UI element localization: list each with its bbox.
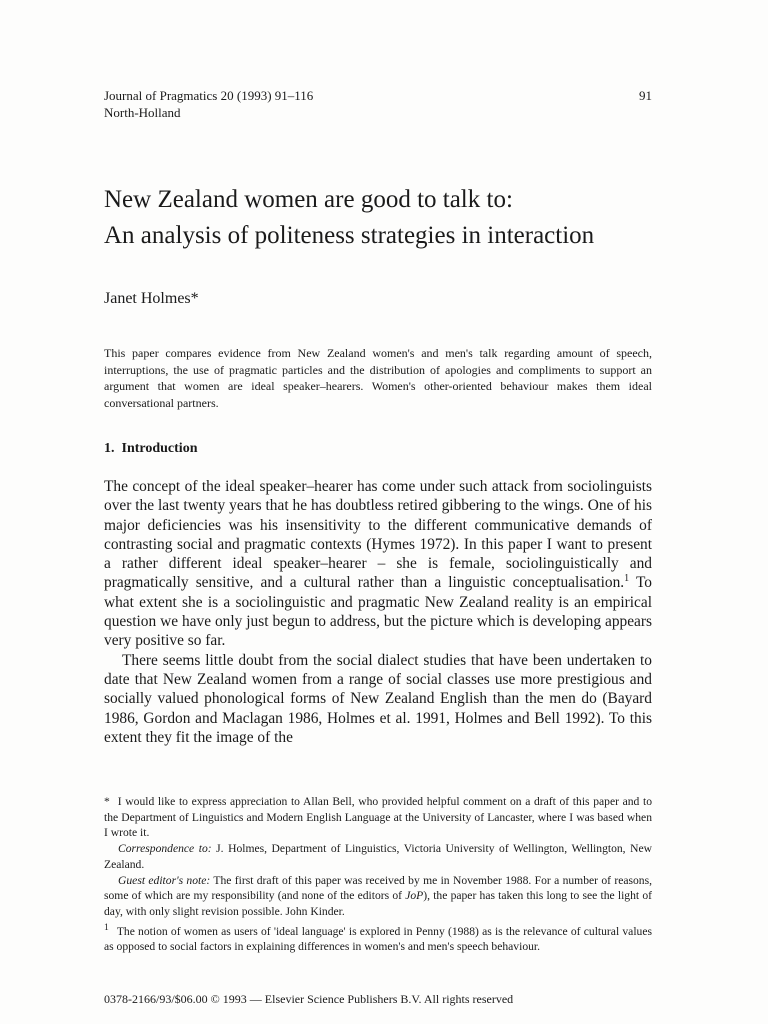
footnote-1-text: The notion of women as users of 'ideal language' is explored in Penny (1988) as is the relevance of cultural values as opposed to social factors in explaining differences in women's and men's speech behaviour.: [104, 924, 652, 954]
footnote-star-text: I would like to express appreciation to Allan Bell, who provided helpful comment on a draft of this paper and to the Department of Linguistics and Modern English Language at the University of Lancaster, where I was based when I wrote it.: [104, 795, 652, 840]
page-number: 91: [639, 88, 652, 103]
paragraph-1-text-b: To what extent she is a sociolinguistic and pragmatic New Zealand reality is an empirical question we have only just begun to address, but the picture which is developing appears very positive so far.: [104, 574, 652, 650]
section-number: 1.: [104, 441, 115, 456]
author-name: Janet Holmes*: [104, 290, 199, 307]
running-header: [104, 87, 313, 121]
abstract: This paper compares evidence from New Zealand women's and men's talk regarding amount of speech, interruptions, the use of pragmatic particles and the distribution of apologies and compliments to support an argument that women are ideal speaker–hearers. Women's other-oriented behaviour makes them ideal conversational partners.: [104, 346, 652, 410]
correspondence-text: J. Holmes, Department of Linguistics, Victoria University of Wellington, Wellington, New Zealand.: [104, 842, 652, 871]
correspondence-label: Correspondence to:: [118, 842, 212, 856]
paragraph-2: There seems little doubt from the social dialect studies that have been undertaken to date that New Zealand women from a range of social classes use more prestigious and socially valued phonological forms of New Zealand English than the men do (Bayard 1986, Gordon and Maclagan 1986, Holmes et al. 1991, Holmes and Bell 1992). To this extent they fit the image of the: [104, 651, 652, 746]
footnotes: [104, 794, 652, 955]
publisher-name: North-Holland: [104, 105, 181, 120]
footnote-guest-editor: [104, 873, 652, 920]
paragraph-1-text-a: The concept of the ideal speaker–hearer has come under such attack from sociolinguists over the last twenty years that he has doubtless retired gibbering to the wings. One of his major deficiencies was his insensitivity to the different communicative demands of contrasting social and pragmatic contexts (Hymes 1972). In this paper I want to present a rather different ideal speaker–hearer – she is female, sociolinguistically and pragmatically sensitive, and a cultural rather than a linguistic conceptualisation.: [104, 478, 652, 592]
footnote-acknowledgement: [104, 794, 652, 841]
guest-editor-journal: JoP: [405, 889, 424, 903]
footnote-1: [104, 920, 652, 955]
title-line-1: New Zealand women are good to talk to:: [104, 186, 513, 213]
copyright-line: 0378-2166/93/$06.00 © 1993 — Elsevier Science Publishers B.V. All rights reserved: [104, 992, 514, 1006]
paragraph-1: [104, 477, 652, 651]
guest-editor-text-a: The first draft of this paper was received by me in November 1988. For a number of reasons, some of which are my responsibility (and none of the editors of: [104, 873, 653, 903]
article-title: [104, 182, 674, 254]
body-text: [104, 477, 652, 747]
footnote-star-mark: *: [104, 795, 110, 808]
guest-editor-label: Guest editor's note:: [118, 873, 211, 887]
journal-citation: Journal of Pragmatics 20 (1993) 91–116: [104, 88, 314, 103]
section-title: Introduction: [121, 441, 198, 456]
guest-editor-text-b: ), the paper has taken this long to see the light of day, with only slight revision possible. John Kinder.: [104, 889, 652, 918]
footnote-1-mark: 1: [104, 921, 109, 933]
footnote-correspondence: [104, 841, 652, 872]
section-heading: [104, 440, 197, 458]
footnote-ref-1: 1: [624, 573, 630, 585]
title-line-2: An analysis of politeness strategies in interaction: [104, 222, 595, 249]
